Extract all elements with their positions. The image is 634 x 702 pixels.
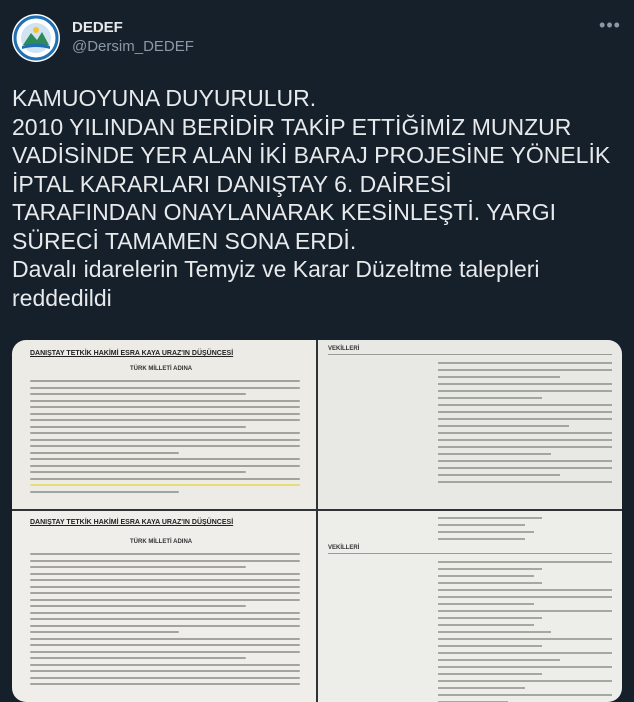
document-heading: DANIŞTAY TETKİK HAKİMİ ESRA KAYA URAZ'IN DÜŞÜNCESİ [30, 519, 234, 526]
document-list [438, 561, 612, 702]
document-list [438, 362, 612, 488]
media-image-1[interactable] [12, 340, 316, 509]
tweet-line: TARAFINDAN ONAYLANARAK KESİNLEŞTİ. YARGI [12, 199, 557, 225]
tweet-line: 2010 YILINDAN BERİDİR TAKİP ETTİĞİMİZ MUNZUR [12, 113, 572, 140]
avatar[interactable] [12, 14, 60, 62]
document-label: VEKİLLERİ [328, 545, 360, 551]
more-options-icon[interactable]: ••• [599, 15, 621, 35]
tweet-line: SÜRECİ TAMAMEN SONA ERDİ. [12, 227, 357, 254]
media-image-2[interactable] [318, 340, 622, 509]
tweet-header [12, 14, 622, 62]
author-names [72, 18, 194, 57]
tweet-line: İPTAL KARARLARI DANIŞTAY 6. DAİRESİ [12, 170, 452, 197]
tweet-line: KAMUOYUNA DUYURULUR. [12, 85, 317, 111]
tweet-text [12, 84, 624, 312]
display-name[interactable]: DEDEF [72, 19, 123, 36]
document-text [30, 553, 300, 690]
document-subheading: TÜRK MİLLETİ ADINA [130, 539, 193, 545]
media-image-3[interactable] [12, 511, 316, 702]
document-heading: DANIŞTAY TETKİK HAKİMİ ESRA KAYA URAZ'IN DÜŞÜNCESİ [30, 350, 234, 357]
user-handle[interactable]: @Dersim_DEDEF [72, 38, 194, 55]
document-list-top [438, 517, 612, 545]
document-text [30, 380, 300, 497]
media-image-4[interactable] [318, 511, 622, 702]
document-subheading: TÜRK MİLLETİ ADINA [130, 366, 193, 372]
dedef-logo-icon [13, 15, 59, 61]
tweet-line: Davalı idarelerin Temyiz ve Karar Düzeltme talepleri [12, 256, 540, 282]
tweet-line: VADİSİNDE YER ALAN İKİ BARAJ PROJESİNE YÖNELİK [12, 142, 611, 168]
media-grid [12, 340, 622, 702]
document-label: VEKİLLERİ [328, 346, 360, 352]
tweet-line: reddedildi [12, 284, 112, 311]
